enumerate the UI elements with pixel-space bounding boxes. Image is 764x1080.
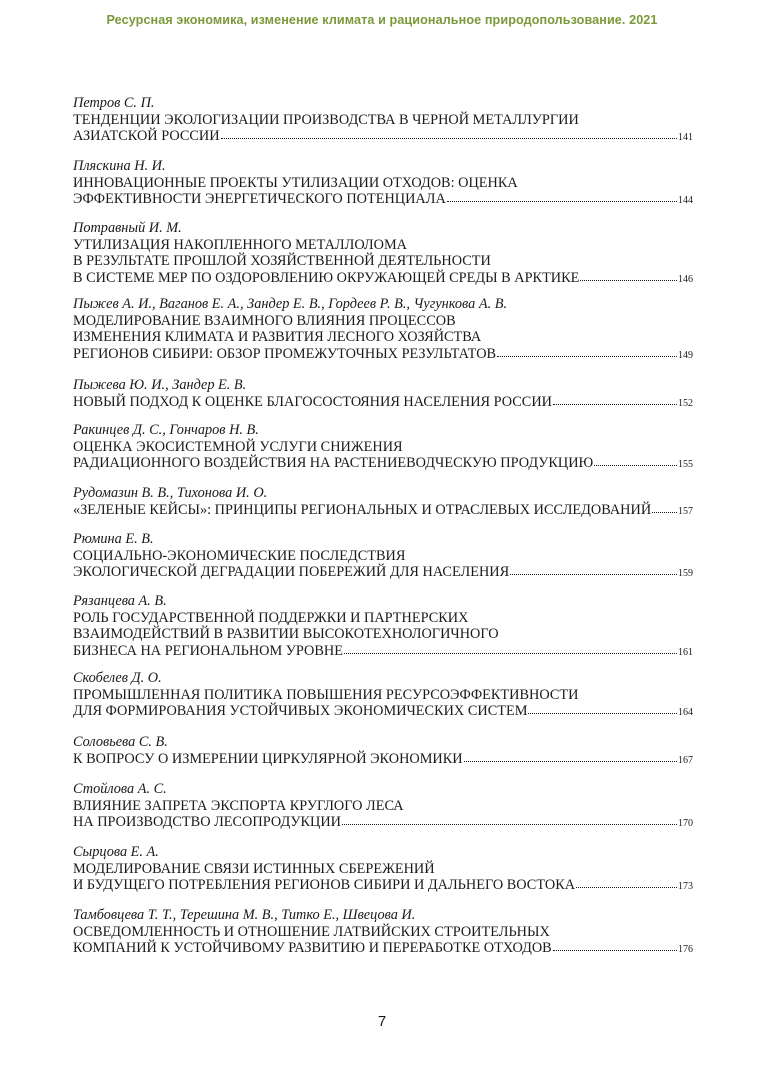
toc-entry-title-text: БИЗНЕСА НА РЕГИОНАЛЬНОМ УРОВНЕ: [73, 642, 343, 659]
dot-leader: [344, 649, 677, 654]
toc-entry-page[interactable]: 159: [678, 568, 693, 579]
toc-entry-page[interactable]: 152: [678, 397, 693, 409]
toc-entry[interactable]: [73, 95, 693, 147]
toc-entry-authors: Петров С. П.: [73, 95, 155, 111]
toc-entry-page[interactable]: 173: [678, 881, 693, 892]
toc-entry-title-text: АЗИАТСКОЙ РОССИИ: [73, 128, 220, 144]
toc-entry-authors: Пляскина Н. И.: [73, 158, 166, 174]
toc-entry-title-last-line: [73, 128, 693, 147]
toc-entry[interactable]: [73, 296, 693, 364]
toc-entry-page[interactable]: 164: [678, 707, 693, 718]
dot-leader: [553, 400, 677, 405]
toc-entry-title-last-line: [73, 751, 693, 770]
toc-entry-title-last-line: [73, 703, 693, 722]
toc-entry-title-text: НА ПРОИЗВОДСТВО ЛЕСОПРОДУКЦИИ: [73, 814, 342, 830]
toc-entry-title-line: ВЛИЯНИЕ ЗАПРЕТА ЭКСПОРТА КРУГЛОГО ЛЕСА: [73, 797, 404, 814]
toc-entry-title-line: УТИЛИЗАЦИЯ НАКОПЛЕННОГО МЕТАЛЛОЛОМА: [73, 236, 407, 253]
toc-entry-authors: Сырцова Е. А.: [73, 844, 159, 860]
toc-entry[interactable]: [73, 670, 693, 722]
toc-entry-title-line: ИЗМЕНЕНИЯ КЛИМАТА И РАЗВИТИЯ ЛЕСНОГО ХОЗЯЙСТВА: [73, 329, 482, 345]
dot-leader: [221, 134, 677, 139]
toc-entry-title-text: ЭФФЕКТИВНОСТИ ЭНЕРГЕТИЧЕСКОГО ПОТЕНЦИАЛА: [73, 191, 446, 207]
toc-entry-authors: Стойлова А. С.: [73, 781, 167, 797]
toc-entry-title-line: ИННОВАЦИОННЫЕ ПРОЕКТЫ УТИЛИЗАЦИИ ОТХОДОВ: ОЦЕНКА: [73, 174, 518, 191]
dot-leader: [594, 461, 677, 466]
dot-leader: [497, 352, 677, 357]
toc-entry-page[interactable]: 161: [678, 646, 693, 658]
toc-entry-page[interactable]: 144: [678, 195, 693, 206]
toc-entry-page[interactable]: 167: [678, 754, 693, 766]
toc-entry-title-line: ВЗАИМОДЕЙСТВИЙ В РАЗВИТИИ ВЫСОКОТЕХНОЛОГИЧНОГО: [73, 626, 499, 642]
toc-entry[interactable]: [73, 158, 693, 210]
toc-entry-page[interactable]: 146: [678, 273, 693, 285]
toc-entry[interactable]: [73, 485, 693, 520]
toc-entry-title-text: РЕГИОНОВ СИБИРИ: ОБЗОР ПРОМЕЖУТОЧНЫХ РЕЗУЛЬТАТОВ: [73, 345, 497, 362]
toc-entry-title-last-line: [73, 502, 693, 521]
dot-leader: [342, 820, 677, 825]
toc-entry-title-last-line: [73, 455, 693, 474]
toc-entry-title-last-line: [73, 564, 693, 583]
toc-entry-authors: Пыжев А. И., Ваганов Е. А., Зандер Е. В., Гордеев Р. В., Чугункова А. В.: [73, 296, 508, 312]
dot-leader: [447, 197, 677, 202]
toc-entry-authors: Скобелев Д. О.: [73, 670, 162, 686]
toc-entry-title-last-line: [73, 877, 693, 896]
toc-entry-authors: Ракинцев Д. С., Гончаров Н. В.: [73, 422, 259, 438]
toc-entry-title-text: ЭКОЛОГИЧЕСКОЙ ДЕГРАДАЦИИ ПОБЕРЕЖИЙ ДЛЯ НАСЕЛЕНИЯ: [73, 564, 510, 580]
toc-entry-authors: Потравный И. М.: [73, 220, 182, 236]
toc-entry-authors: Пыжева Ю. И., Зандер Е. В.: [73, 377, 247, 393]
toc-entry-title-text: К ВОПРОСУ О ИЗМЕРЕНИИ ЦИРКУЛЯРНОЙ ЭКОНОМИКИ: [73, 750, 463, 767]
toc-entry-title-text: РАДИАЦИОННОГО ВОЗДЕЙСТВИЯ НА РАСТЕНИЕВОДЧЕСКУЮ ПРОДУКЦИЮ: [73, 455, 594, 471]
toc-entry-title-last-line: [73, 346, 693, 365]
toc-entry-page[interactable]: 170: [678, 818, 693, 829]
toc-entry-title-text: «ЗЕЛЕНЫЕ КЕЙСЫ»: ПРИНЦИПЫ РЕГИОНАЛЬНЫХ И ОТРАСЛЕВЫХ ИССЛЕДОВАНИЙ: [73, 501, 652, 518]
toc-entry-title-text: КОМПАНИЙ К УСТОЙЧИВОМУ РАЗВИТИЮ И ПЕРЕРАБОТКЕ ОТХОДОВ: [73, 940, 552, 956]
toc-entry-title-last-line: [73, 191, 693, 210]
toc-entry[interactable]: [73, 531, 693, 583]
running-header: Ресурсная экономика, изменение климата и рациональное природопользование. 2021: [106, 13, 658, 27]
toc-entry-title-last-line: [73, 814, 693, 833]
toc-entry[interactable]: [73, 220, 693, 288]
toc-entry[interactable]: [73, 593, 693, 661]
toc-entry-title-line: МОДЕЛИРОВАНИЕ ВЗАИМНОГО ВЛИЯНИЯ ПРОЦЕССОВ: [73, 312, 456, 329]
dot-leader: [464, 757, 677, 762]
toc-entry-page[interactable]: 149: [678, 349, 693, 361]
toc-entry-title-line: РОЛЬ ГОСУДАРСТВЕННОЙ ПОДДЕРЖКИ И ПАРТНЕРСКИХ: [73, 609, 469, 626]
toc-entry-authors: Рудомазин В. В., Тихонова И. О.: [73, 485, 268, 501]
toc-entry-authors: Рязанцева А. В.: [73, 593, 167, 609]
toc-entry[interactable]: [73, 734, 693, 769]
toc-entry-title-last-line: [73, 940, 693, 959]
page-number: 7: [377, 1013, 387, 1030]
dot-leader: [580, 276, 677, 281]
toc-entry-title-last-line: [73, 394, 693, 413]
toc-entry-title-line: ОСВЕДОМЛЕННОСТЬ И ОТНОШЕНИЕ ЛАТВИЙСКИХ СТРОИТЕЛЬНЫХ: [73, 923, 550, 940]
toc-entry-title-line: СОЦИАЛЬНО-ЭКОНОМИЧЕСКИЕ ПОСЛЕДСТВИЯ: [73, 547, 406, 564]
toc-entry-authors: Рюмина Е. В.: [73, 531, 154, 547]
toc-entry[interactable]: [73, 844, 693, 896]
toc-entry-authors: Тамбовцева Т. Т., Терешина М. В., Титко Е., Швецова И.: [73, 907, 416, 923]
toc-entry-title-last-line: [73, 643, 693, 662]
toc-entry-title-line: ОЦЕНКА ЭКОСИСТЕМНОЙ УСЛУГИ СНИЖЕНИЯ: [73, 438, 403, 455]
toc-entry-title-line: ТЕНДЕНЦИИ ЭКОЛОГИЗАЦИИ ПРОИЗВОДСТВА В ЧЕРНОЙ МЕТАЛЛУРГИИ: [73, 111, 579, 128]
toc-entry-title-text: В СИСТЕМЕ МЕР ПО ОЗДОРОВЛЕНИЮ ОКРУЖАЮЩЕЙ СРЕДЫ В АРКТИКЕ: [73, 269, 580, 286]
toc-entry-title-line: В РЕЗУЛЬТАТЕ ПРОШЛОЙ ХОЗЯЙСТВЕННОЙ ДЕЯТЕЛЬНОСТИ: [73, 253, 491, 269]
toc-entry-title-line: ПРОМЫШЛЕННАЯ ПОЛИТИКА ПОВЫШЕНИЯ РЕСУРСОЭФФЕКТИВНОСТИ: [73, 686, 579, 703]
toc-entry-title-text: И БУДУЩЕГО ПОТРЕБЛЕНИЯ РЕГИОНОВ СИБИРИ И ДАЛЬНЕГО ВОСТОКА: [73, 877, 576, 893]
toc-entry[interactable]: [73, 781, 693, 833]
toc-entry-title-text: НОВЫЙ ПОДХОД К ОЦЕНКЕ БЛАГОСОСТОЯНИЯ НАСЕЛЕНИЯ РОССИИ: [73, 393, 552, 410]
dot-leader: [510, 570, 677, 575]
dot-leader: [528, 709, 677, 714]
toc-entry[interactable]: [73, 907, 693, 959]
toc-entry[interactable]: [73, 422, 693, 474]
dot-leader: [652, 508, 677, 513]
toc-entry[interactable]: [73, 377, 693, 412]
toc-entry-title-last-line: [73, 270, 693, 289]
toc-entry-page[interactable]: 157: [678, 505, 693, 517]
dot-leader: [576, 883, 677, 888]
toc-entry-title-line: МОДЕЛИРОВАНИЕ СВЯЗИ ИСТИННЫХ СБЕРЕЖЕНИЙ: [73, 860, 435, 877]
dot-leader: [553, 946, 677, 951]
toc-entry-page[interactable]: 176: [678, 944, 693, 955]
toc-entry-page[interactable]: 155: [678, 459, 693, 470]
toc-entry-title-text: ДЛЯ ФОРМИРОВАНИЯ УСТОЙЧИВЫХ ЭКОНОМИЧЕСКИХ СИСТЕМ: [73, 703, 528, 719]
toc-entry-page[interactable]: 141: [678, 132, 693, 143]
toc-entry-authors: Соловьева С. В.: [73, 734, 168, 750]
